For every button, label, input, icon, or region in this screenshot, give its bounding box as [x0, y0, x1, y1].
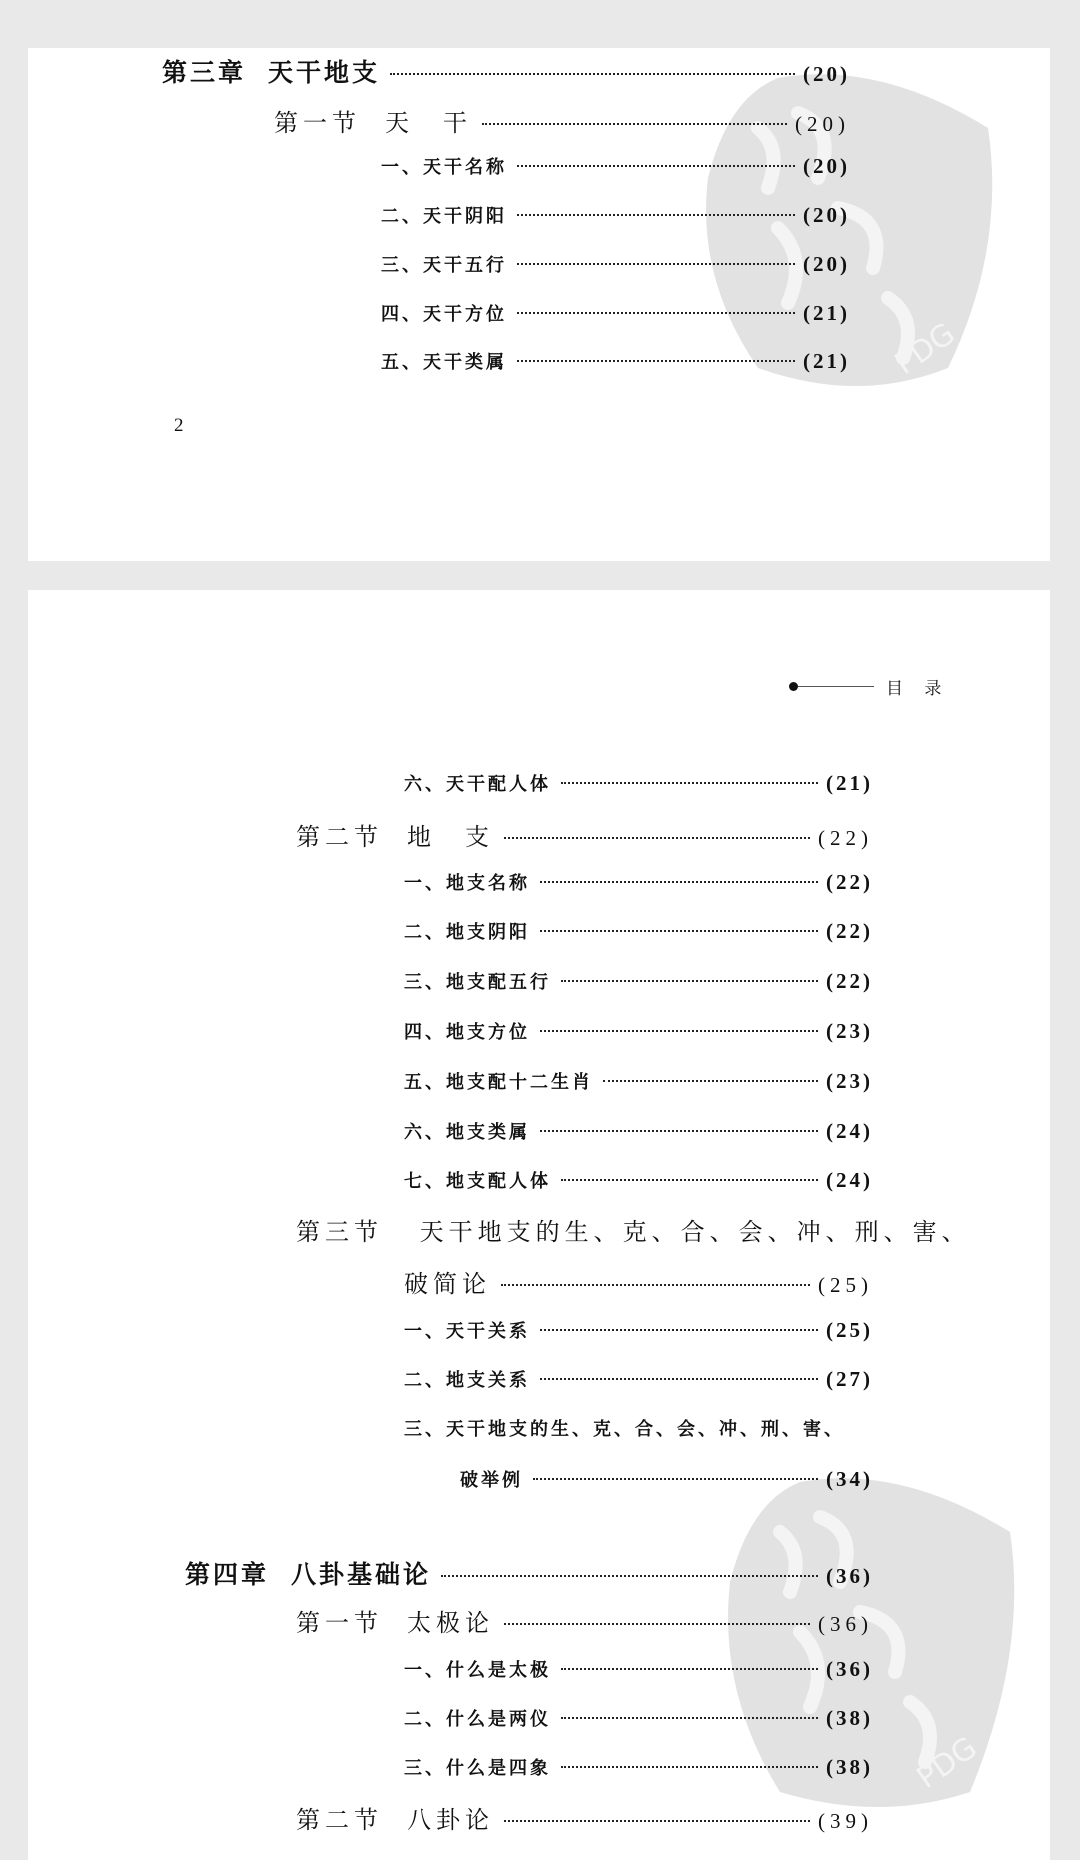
page-ref: (25) — [818, 1273, 873, 1297]
toc-item — [404, 770, 873, 796]
page-ref: (27) — [826, 1367, 873, 1391]
toc-item — [460, 1466, 873, 1492]
toc-item — [404, 968, 873, 994]
item-title: 四、地支方位 — [404, 1022, 530, 1043]
page-ref: (21) — [826, 771, 873, 795]
leader-dots — [561, 1179, 818, 1181]
page-ref: (25) — [826, 1318, 873, 1342]
toc-section — [296, 817, 873, 852]
leader-dots — [517, 263, 795, 265]
page-ref: (22) — [826, 969, 873, 993]
item-title: 二、地支关系 — [404, 1370, 530, 1391]
page-ref: (22) — [826, 870, 873, 894]
toc-section — [274, 103, 850, 138]
page-ref: (20) — [795, 112, 850, 136]
section-title: 天 干 — [385, 109, 472, 137]
section-title: 破简论 — [404, 1270, 491, 1298]
item-title: 六、天干配人体 — [404, 774, 551, 795]
toc-item — [404, 1754, 873, 1780]
toc-item — [381, 251, 850, 277]
section-number: 第二节 — [296, 1806, 383, 1834]
toc-section — [296, 1603, 873, 1638]
leader-dots — [533, 1478, 818, 1480]
page-ref: (36) — [826, 1657, 873, 1681]
toc-item — [381, 153, 850, 179]
toc-item — [404, 1317, 873, 1343]
item-title: 二、什么是两仪 — [404, 1709, 551, 1730]
item-title: 五、地支配十二生肖 — [404, 1072, 593, 1093]
document-page-top — [28, 48, 1050, 561]
section-number: 第一节 — [296, 1609, 383, 1637]
chapter-title: 天干地支 — [268, 58, 381, 87]
running-header — [792, 674, 949, 699]
leader-dots — [540, 1130, 818, 1132]
toc-item — [404, 1656, 873, 1682]
header-rule — [792, 686, 874, 687]
item-title: 一、什么是太极 — [404, 1660, 551, 1681]
page-ref: (34) — [826, 1467, 873, 1491]
toc-item — [404, 1167, 873, 1193]
item-title: 六、地支类属 — [404, 1122, 530, 1143]
toc-item — [404, 918, 873, 944]
section-number: 第三节 — [296, 1218, 383, 1246]
item-title: 一、天干名称 — [381, 157, 507, 178]
page-ref: (20) — [803, 252, 850, 276]
chapter-number: 第四章 — [185, 1560, 270, 1589]
document-page-bottom — [28, 590, 1050, 1860]
item-title: 四、天干方位 — [381, 304, 507, 325]
section-number: 第一节 — [274, 109, 361, 137]
section-title-line1: 天干地支的生、克、合、会、冲、刑、害、 — [419, 1218, 971, 1246]
item-title: 七、地支配人体 — [404, 1171, 551, 1192]
item-title: 二、地支阴阳 — [404, 922, 530, 943]
chapter-number: 第三章 — [162, 58, 247, 87]
toc-item — [404, 1705, 873, 1731]
leader-dots — [540, 930, 818, 932]
leader-dots — [561, 1668, 818, 1670]
leader-dots — [603, 1080, 818, 1082]
watermark-text: PDG — [888, 316, 962, 382]
leader-dots — [504, 1623, 810, 1625]
toc-section — [404, 1264, 873, 1299]
leader-dots — [517, 214, 795, 216]
page-ref: (21) — [803, 301, 850, 325]
toc-item — [404, 1366, 873, 1392]
section-number: 第二节 — [296, 823, 383, 851]
page-ref: (23) — [826, 1019, 873, 1043]
leader-dots — [540, 1030, 818, 1032]
toc-item — [404, 1068, 873, 1094]
page-ref: (36) — [818, 1612, 873, 1636]
page-ref: (20) — [803, 154, 850, 178]
leader-dots — [501, 1284, 810, 1286]
toc-item — [381, 300, 850, 326]
item-title: 一、天干关系 — [404, 1321, 530, 1342]
page-ref: (22) — [818, 826, 873, 850]
page-ref: (22) — [826, 919, 873, 943]
page-ref: (24) — [826, 1119, 873, 1143]
toc-item — [404, 1018, 873, 1044]
item-title: 三、地支配五行 — [404, 972, 551, 993]
page-ref: (38) — [826, 1706, 873, 1730]
leader-dots — [561, 980, 818, 982]
toc-chapter — [162, 53, 850, 89]
toc-chapter — [185, 1555, 873, 1591]
leader-dots — [390, 73, 795, 75]
toc-item — [404, 1118, 873, 1144]
item-title: 三、什么是四象 — [404, 1758, 551, 1779]
leader-dots — [482, 123, 787, 125]
page-number: 2 — [174, 415, 184, 436]
section-title: 太极论 — [407, 1609, 494, 1637]
section-title: 地 支 — [407, 823, 494, 851]
leader-dots — [517, 165, 795, 167]
toc-item-line1 — [404, 1415, 845, 1441]
leader-dots — [441, 1575, 818, 1577]
toc-section-line1 — [296, 1212, 971, 1247]
section-title: 八卦论 — [407, 1806, 494, 1834]
leader-dots — [540, 1378, 818, 1380]
leader-dots — [540, 1329, 818, 1331]
item-title: 三、天干五行 — [381, 255, 507, 276]
page-ref: (39) — [818, 1809, 873, 1833]
toc-item — [404, 869, 873, 895]
leader-dots — [517, 360, 795, 362]
leader-dots — [561, 1717, 818, 1719]
page-ref: (24) — [826, 1168, 873, 1192]
chapter-title: 八卦基础论 — [291, 1560, 432, 1589]
page-ref: (20) — [803, 62, 850, 86]
running-header-text: 目 录 — [886, 679, 950, 699]
page-ref: (38) — [826, 1755, 873, 1779]
toc-section — [296, 1800, 873, 1835]
page-ref: (23) — [826, 1069, 873, 1093]
item-title: 五、天干类属 — [381, 352, 507, 373]
toc-item — [381, 348, 850, 374]
page-ref: (20) — [803, 203, 850, 227]
leader-dots — [561, 782, 818, 784]
item-title: 破举例 — [460, 1470, 523, 1491]
leader-dots — [540, 881, 818, 883]
watermark-text: PDG — [910, 1730, 984, 1796]
toc-item — [381, 202, 850, 228]
item-title: 二、天干阴阳 — [381, 206, 507, 227]
leader-dots — [561, 1766, 818, 1768]
leader-dots — [504, 837, 810, 839]
item-title: 一、地支名称 — [404, 873, 530, 894]
leader-dots — [504, 1820, 810, 1822]
item-title-line1: 三、天干地支的生、克、合、会、冲、刑、害、 — [404, 1419, 845, 1440]
page-ref: (21) — [803, 349, 850, 373]
page-ref: (36) — [826, 1564, 873, 1588]
leader-dots — [517, 312, 795, 314]
